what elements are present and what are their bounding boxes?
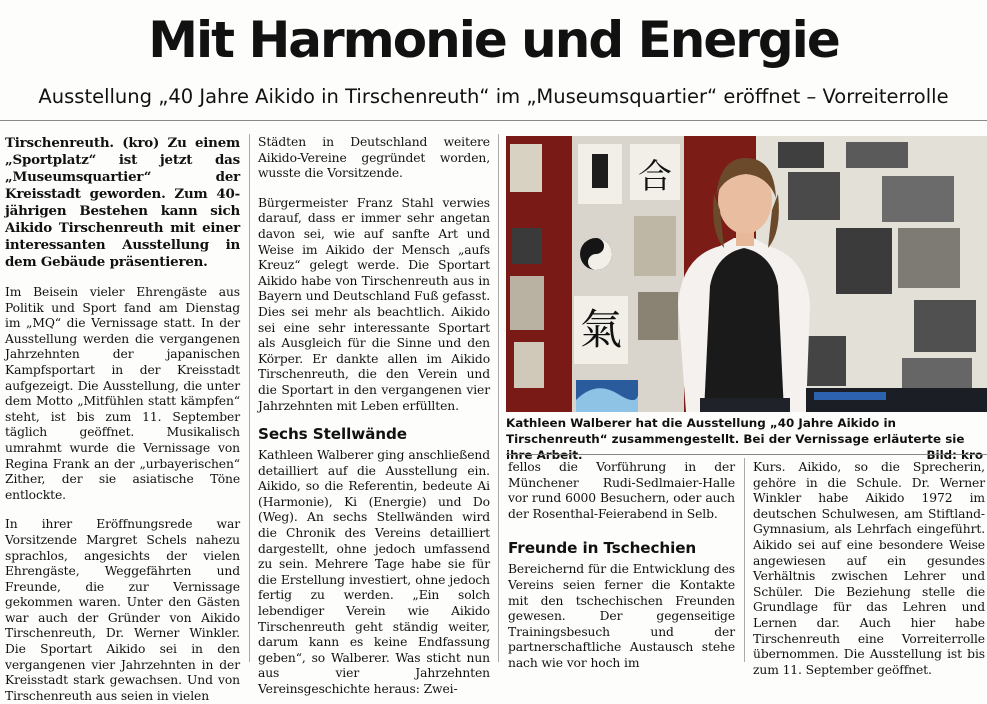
photo-caption: [506, 415, 983, 463]
paragraph: Im Beisein vieler Ehrengäste aus Politik und Sport fand am Dienstag im „MQ“ die Vernissage statt. In der Ausstellung werden die vergangenen Jahrzehnten der japanischen Kampfsportart in der Kreisstadt aufgezeigt. Die Ausstellung, die unter dem Motto „Mitfühlen statt kämpfen“ steht, ist bis zum 11. September täglich geöffnet. Musikalisch umrahmt wurde die Vernissage von Regina Frank an der „urbayerischen“ Zither, der sie asiatische Töne entlockte.: [5, 285, 240, 502]
caption-text: Kathleen Walberer hat die Ausstellung „40 Jahre Aikido in Tirschenreuth“ zusammengestellt. Bei der Vernissage erläuterte sie ihre Arbeit.: [506, 416, 965, 462]
headline: Mit Harmonie und Energie: [148, 11, 839, 69]
column-1: [5, 135, 240, 704]
column-divider: [498, 134, 499, 662]
paragraph: Kathleen Walberer ging anschließend detailliert auf die Ausstellung ein. Aikido, so die Referentin, bedeute Ai (Harmonie), Ki (Energie) und Do (Weg). An sechs Stellwänden wird die Chronik des Vereins detailliert dargestellt, ohne jedoch umfassend zu sein. Mehrere Tage habe sie für die Erstellung investiert, ohne jedoch fertig zu werden. „Ein solch lebendiger Verein wie Aikido Tirschenreuth geht ständig weiter, darum kann es keine Endfassung geben“, so Walberer. Was sticht nun aus vier Jahrzehnten Vereinsgeschichte heraus: Zwei-: [258, 448, 490, 696]
column-divider: [249, 134, 250, 662]
kanji-ai-sign: 合: [638, 157, 672, 197]
section-heading: Sechs Stellwände: [258, 425, 407, 444]
column-divider: [744, 458, 745, 662]
caption-rule: [506, 454, 987, 455]
subheadline: Ausstellung „40 Jahre Aikido in Tirschenreuth“ im „Museumsquartier“ eröffnet – Vorreiterrolle: [38, 85, 949, 108]
paragraph: In ihrer Eröffnungsrede war Vorsitzende Margret Schels nahezu sprachlos, angesichts der vielen Ehrengäste, Weggefährten und Freunde, die zur Vernissage gekommen waren. Unter den Gästen war auch der Gründer von Aikido Tirschenreuth, Dr. Werner Winkler. Die Sportart Aikido sei in den vergangenen vier Jahrzehnten in der Kreisstadt stark gewachsen. Und von Tirschenreuth aus seien in vielen: [5, 517, 240, 703]
column-4: [753, 460, 985, 678]
kanji-ki-sign: 氣: [579, 305, 623, 354]
column-3: [508, 460, 735, 672]
paragraph: Städten in Deutschland weitere Aikido-Vereine gegründet worden, wusste die Vorsitzende.: [258, 135, 490, 181]
photo-kathleen-walberer: [506, 136, 987, 412]
paragraph: Kurs. Aikido, so die Sprecherin, gehöre in die Schule. Dr. Werner Winkler habe Aikido 1972 im deutschen Schulwesen, am Stiftland-Gymnasium, als Lehrfach eingeführt. Aikido sei auf eine besondere Weise angewiesen auf ein gesundes Verhältnis zwischen Lehrer und Schüler. Die Beziehung stelle die Grundlage für das Lehren und Lernen dar. Auch hier habe Tirschenreuth eine Vorreiterrolle übernommen. Die Ausstellung ist bis zum 11. September geöffnet.: [753, 460, 985, 677]
section-heading: Freunde in Tschechien: [508, 539, 697, 558]
photo-illustration: [506, 136, 987, 412]
header-rule: [0, 120, 987, 121]
paragraph: fellos die Vorführung in der Münchener Rudi-Sedlmaier-Halle vor rund 6000 Besuchern, oder auch der Rosenthal-Feierabend in Selb.: [508, 460, 735, 521]
lead-paragraph: Tirschenreuth. (kro) Zu einem „Sportplatz“ ist jetzt das „Museumsquartier“ der Kreisstadt geworden. Zum 40-jährigen Bestehen kann sich Aikido Tirschenreuth mit einer interessanten Ausstellung in dem Gebäude präsentieren.: [5, 135, 240, 270]
paragraph: Bereichernd für die Entwicklung des Vereins seien ferner die Kontakte mit den tschechischen Freunden gewesen. Der gegenseitige Trainingsbesuch und der partnerschaftliche Austausch stehe nach wie vor hoch im: [508, 562, 735, 670]
paragraph: Bürgermeister Franz Stahl verwies darauf, dass er immer sehr angetan davon sei, wie auf sanfte Art und Weise im Aikido der Mensch „aufs Kreuz“ gelegt werde. Die Sportart Aikido habe von Tirschenreuth aus in Bayern und Deutschland Fuß gefasst. Dies sei mehr als beachtlich. Aikido sei eine sehr interessante Sportart als Ausgleich für die Sinne und den Körper. Er dankte allen im Aikido Tirschenreuth, die den Verein und die Sportart in den vergangenen vier Jahrzehnten mit Leben erfüllten.: [258, 195, 490, 413]
column-2: [258, 135, 490, 698]
photo-credit: Bild: kro: [926, 448, 983, 462]
